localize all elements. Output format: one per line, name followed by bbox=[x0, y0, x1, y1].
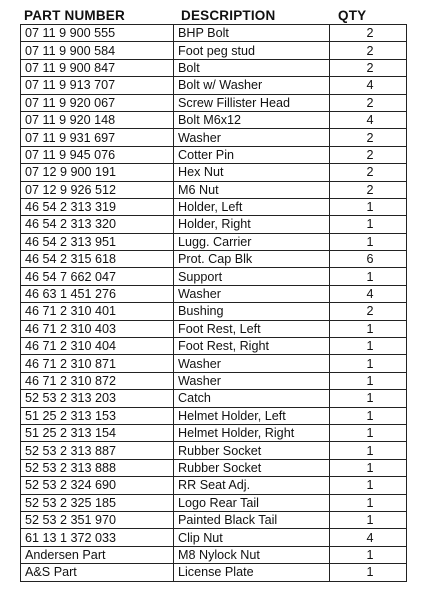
description-cell: Cotter Pin bbox=[174, 146, 330, 163]
description-cell: Bushing bbox=[174, 303, 330, 320]
table-row bbox=[21, 268, 407, 285]
part-number-cell: 46 71 2 310 401 bbox=[21, 303, 174, 320]
table-row bbox=[21, 146, 407, 163]
table-row bbox=[21, 94, 407, 111]
header-description: DESCRIPTION bbox=[181, 8, 276, 23]
table-row bbox=[21, 424, 407, 441]
qty-cell: 6 bbox=[330, 251, 407, 268]
part-number-cell: 07 11 9 931 697 bbox=[21, 129, 174, 146]
table-row bbox=[21, 355, 407, 372]
table-row bbox=[21, 251, 407, 268]
description-cell: Holder, Right bbox=[174, 216, 330, 233]
qty-cell: 1 bbox=[330, 355, 407, 372]
part-number-cell: 46 54 2 313 319 bbox=[21, 198, 174, 215]
part-number-cell: 61 13 1 372 033 bbox=[21, 529, 174, 546]
table-row bbox=[21, 459, 407, 476]
description-cell: Painted Black Tail bbox=[174, 511, 330, 528]
qty-cell: 2 bbox=[330, 181, 407, 198]
description-cell: M6 Nut bbox=[174, 181, 330, 198]
description-cell: M8 Nylock Nut bbox=[174, 546, 330, 563]
part-number-cell: Andersen Part bbox=[21, 546, 174, 563]
qty-cell: 4 bbox=[330, 529, 407, 546]
qty-cell: 1 bbox=[330, 511, 407, 528]
part-number-cell: 52 53 2 325 185 bbox=[21, 494, 174, 511]
part-number-cell: 52 53 2 324 690 bbox=[21, 477, 174, 494]
description-cell: Support bbox=[174, 268, 330, 285]
header-part-number: PART NUMBER bbox=[24, 8, 125, 23]
part-number-cell: 07 11 9 945 076 bbox=[21, 146, 174, 163]
part-number-cell: 51 25 2 313 154 bbox=[21, 424, 174, 441]
part-number-cell: 07 11 9 900 584 bbox=[21, 42, 174, 59]
description-cell: Foot peg stud bbox=[174, 42, 330, 59]
table-row bbox=[21, 111, 407, 128]
qty-cell: 4 bbox=[330, 77, 407, 94]
qty-cell: 1 bbox=[330, 216, 407, 233]
description-cell: Clip Nut bbox=[174, 529, 330, 546]
description-cell: Bolt w/ Washer bbox=[174, 77, 330, 94]
qty-cell: 2 bbox=[330, 164, 407, 181]
qty-cell: 4 bbox=[330, 285, 407, 302]
table-row bbox=[21, 129, 407, 146]
qty-cell: 1 bbox=[330, 338, 407, 355]
qty-cell: 2 bbox=[330, 25, 407, 42]
table-row bbox=[21, 216, 407, 233]
qty-cell: 2 bbox=[330, 59, 407, 76]
qty-cell: 1 bbox=[330, 494, 407, 511]
qty-cell: 2 bbox=[330, 94, 407, 111]
table-row bbox=[21, 338, 407, 355]
table-row bbox=[21, 529, 407, 546]
qty-cell: 1 bbox=[330, 390, 407, 407]
table-row bbox=[21, 233, 407, 250]
table-row bbox=[21, 390, 407, 407]
table-row bbox=[21, 372, 407, 389]
description-cell: Hex Nut bbox=[174, 164, 330, 181]
part-number-cell: 46 63 1 451 276 bbox=[21, 285, 174, 302]
description-cell: Washer bbox=[174, 129, 330, 146]
description-cell: Rubber Socket bbox=[174, 442, 330, 459]
qty-cell: 1 bbox=[330, 546, 407, 563]
table-row bbox=[21, 25, 407, 42]
description-cell: Washer bbox=[174, 285, 330, 302]
part-number-cell: 46 71 2 310 871 bbox=[21, 355, 174, 372]
table-row bbox=[21, 42, 407, 59]
table-row bbox=[21, 285, 407, 302]
part-number-cell: 46 54 2 313 320 bbox=[21, 216, 174, 233]
table-row bbox=[21, 164, 407, 181]
part-number-cell: 07 11 9 920 148 bbox=[21, 111, 174, 128]
qty-cell: 4 bbox=[330, 111, 407, 128]
parts-table-body bbox=[21, 25, 407, 582]
description-cell: BHP Bolt bbox=[174, 25, 330, 42]
table-row bbox=[21, 198, 407, 215]
description-cell: Washer bbox=[174, 355, 330, 372]
description-cell: Prot. Cap Blk bbox=[174, 251, 330, 268]
description-cell: Holder, Left bbox=[174, 198, 330, 215]
qty-cell: 2 bbox=[330, 42, 407, 59]
description-cell: Helmet Holder, Right bbox=[174, 424, 330, 441]
qty-cell: 1 bbox=[330, 268, 407, 285]
qty-cell: 1 bbox=[330, 320, 407, 337]
table-row bbox=[21, 407, 407, 424]
parts-table bbox=[20, 24, 407, 582]
qty-cell: 1 bbox=[330, 459, 407, 476]
qty-cell: 2 bbox=[330, 129, 407, 146]
description-cell: Bolt M6x12 bbox=[174, 111, 330, 128]
qty-cell: 1 bbox=[330, 477, 407, 494]
qty-cell: 1 bbox=[330, 407, 407, 424]
qty-cell: 1 bbox=[330, 564, 407, 581]
description-cell: Logo Rear Tail bbox=[174, 494, 330, 511]
table-row bbox=[21, 494, 407, 511]
table-row bbox=[21, 181, 407, 198]
qty-cell: 1 bbox=[330, 233, 407, 250]
part-number-cell: 51 25 2 313 153 bbox=[21, 407, 174, 424]
table-row bbox=[21, 59, 407, 76]
description-cell: License Plate bbox=[174, 564, 330, 581]
part-number-cell: 46 71 2 310 872 bbox=[21, 372, 174, 389]
qty-cell: 1 bbox=[330, 442, 407, 459]
part-number-cell: 52 53 2 313 887 bbox=[21, 442, 174, 459]
description-cell: Lugg. Carrier bbox=[174, 233, 330, 250]
header-qty: QTY bbox=[338, 8, 367, 23]
part-number-cell: 46 54 7 662 047 bbox=[21, 268, 174, 285]
description-cell: Helmet Holder, Left bbox=[174, 407, 330, 424]
table-row bbox=[21, 77, 407, 94]
table-row bbox=[21, 442, 407, 459]
qty-cell: 2 bbox=[330, 146, 407, 163]
part-number-cell: 07 12 9 900 191 bbox=[21, 164, 174, 181]
description-cell: Washer bbox=[174, 372, 330, 389]
part-number-cell: 07 11 9 920 067 bbox=[21, 94, 174, 111]
qty-cell: 1 bbox=[330, 372, 407, 389]
qty-cell: 2 bbox=[330, 303, 407, 320]
part-number-cell: 52 53 2 351 970 bbox=[21, 511, 174, 528]
description-cell: Foot Rest, Right bbox=[174, 338, 330, 355]
part-number-cell: 46 71 2 310 403 bbox=[21, 320, 174, 337]
part-number-cell: 52 53 2 313 203 bbox=[21, 390, 174, 407]
part-number-cell: 07 11 9 913 707 bbox=[21, 77, 174, 94]
part-number-cell: 07 12 9 926 512 bbox=[21, 181, 174, 198]
part-number-cell: 46 54 2 313 951 bbox=[21, 233, 174, 250]
qty-cell: 1 bbox=[330, 424, 407, 441]
part-number-cell: A&S Part bbox=[21, 564, 174, 581]
table-row bbox=[21, 320, 407, 337]
part-number-cell: 07 11 9 900 555 bbox=[21, 25, 174, 42]
description-cell: Bolt bbox=[174, 59, 330, 76]
description-cell: Rubber Socket bbox=[174, 459, 330, 476]
description-cell: Foot Rest, Left bbox=[174, 320, 330, 337]
table-row bbox=[21, 546, 407, 563]
description-cell: RR Seat Adj. bbox=[174, 477, 330, 494]
part-number-cell: 52 53 2 313 888 bbox=[21, 459, 174, 476]
table-row bbox=[21, 511, 407, 528]
part-number-cell: 46 54 2 315 618 bbox=[21, 251, 174, 268]
part-number-cell: 07 11 9 900 847 bbox=[21, 59, 174, 76]
part-number-cell: 46 71 2 310 404 bbox=[21, 338, 174, 355]
description-cell: Screw Fillister Head bbox=[174, 94, 330, 111]
table-row bbox=[21, 303, 407, 320]
table-row bbox=[21, 564, 407, 581]
description-cell: Catch bbox=[174, 390, 330, 407]
qty-cell: 1 bbox=[330, 198, 407, 215]
table-row bbox=[21, 477, 407, 494]
